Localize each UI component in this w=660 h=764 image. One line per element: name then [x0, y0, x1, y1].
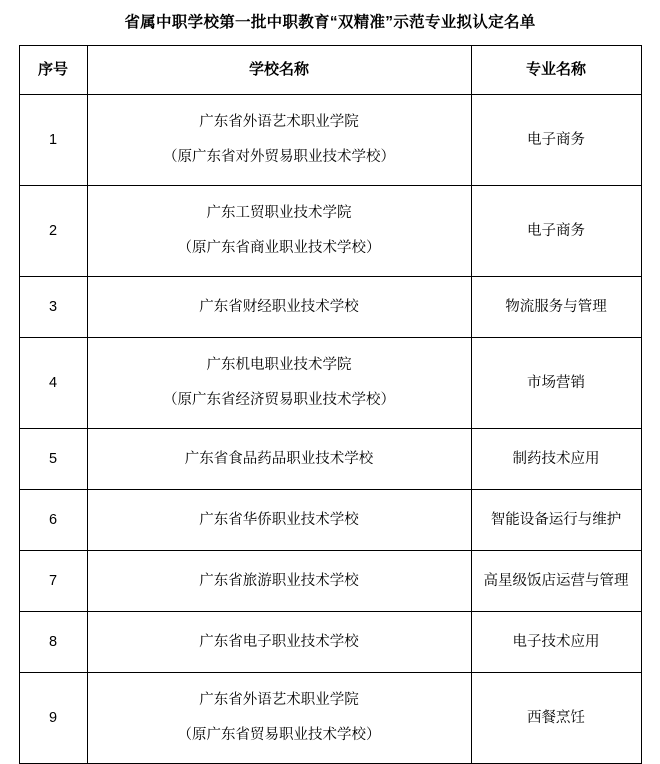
row-major: 智能设备运行与维护 [471, 490, 641, 551]
row-school [87, 551, 471, 612]
approved-majors-table [19, 45, 642, 764]
table-row [19, 186, 641, 277]
column-header-major: 专业名称 [471, 46, 641, 95]
school-name-line: 广东机电职业技术学院 [206, 357, 352, 374]
row-school [87, 338, 471, 429]
school-former-name-line: （原广东省贸易职业技术学校） [177, 727, 381, 744]
row-school [87, 429, 471, 490]
row-school [87, 612, 471, 673]
school-name-line: 广东省财经职业技术学校 [199, 298, 359, 315]
row-major: 制药技术应用 [471, 429, 641, 490]
school-name-line: 广东省外语艺术职业学院 [199, 114, 359, 131]
row-major: 高星级饭店运营与管理 [471, 551, 641, 612]
table-row [19, 490, 641, 551]
school-name-line: 广东省食品药品职业技术学校 [184, 450, 374, 467]
row-major: 物流服务与管理 [471, 277, 641, 338]
row-major: 电子技术应用 [471, 612, 641, 673]
table-row [19, 612, 641, 673]
row-index: 2 [19, 186, 87, 277]
school-name-line: 广东省电子职业技术学校 [199, 633, 359, 650]
row-index: 7 [19, 551, 87, 612]
table-row [19, 673, 641, 764]
table-row [19, 338, 641, 429]
row-major: 电子商务 [471, 186, 641, 277]
school-name-line: 广东工贸职业技术学院 [206, 205, 352, 222]
row-index: 6 [19, 490, 87, 551]
page-title: 省属中职学校第一批中职教育“双精准”示范专业拟认定名单 [124, 14, 536, 31]
table-row [19, 429, 641, 490]
table-header-row [19, 46, 641, 95]
row-school [87, 673, 471, 764]
row-index: 4 [19, 338, 87, 429]
row-index: 5 [19, 429, 87, 490]
school-name-line: 广东省旅游职业技术学校 [199, 572, 359, 589]
school-name-line: 广东省外语艺术职业学院 [199, 692, 359, 709]
row-index: 9 [19, 673, 87, 764]
row-major: 电子商务 [471, 95, 641, 186]
row-school [87, 490, 471, 551]
column-header-index: 序号 [19, 46, 87, 95]
school-former-name-line: （原广东省商业职业技术学校） [177, 240, 381, 257]
row-major: 西餐烹饪 [471, 673, 641, 764]
row-major: 市场营销 [471, 338, 641, 429]
table-row [19, 277, 641, 338]
column-header-school: 学校名称 [87, 46, 471, 95]
school-former-name-line: （原广东省经济贸易职业技术学校） [163, 392, 395, 409]
row-index: 8 [19, 612, 87, 673]
row-school [87, 277, 471, 338]
row-index: 1 [19, 95, 87, 186]
row-school [87, 95, 471, 186]
row-index: 3 [19, 277, 87, 338]
school-name-line: 广东省华侨职业技术学校 [199, 511, 359, 528]
table-row [19, 95, 641, 186]
table-row [19, 551, 641, 612]
row-school [87, 186, 471, 277]
school-former-name-line: （原广东省对外贸易职业技术学校） [163, 149, 395, 166]
